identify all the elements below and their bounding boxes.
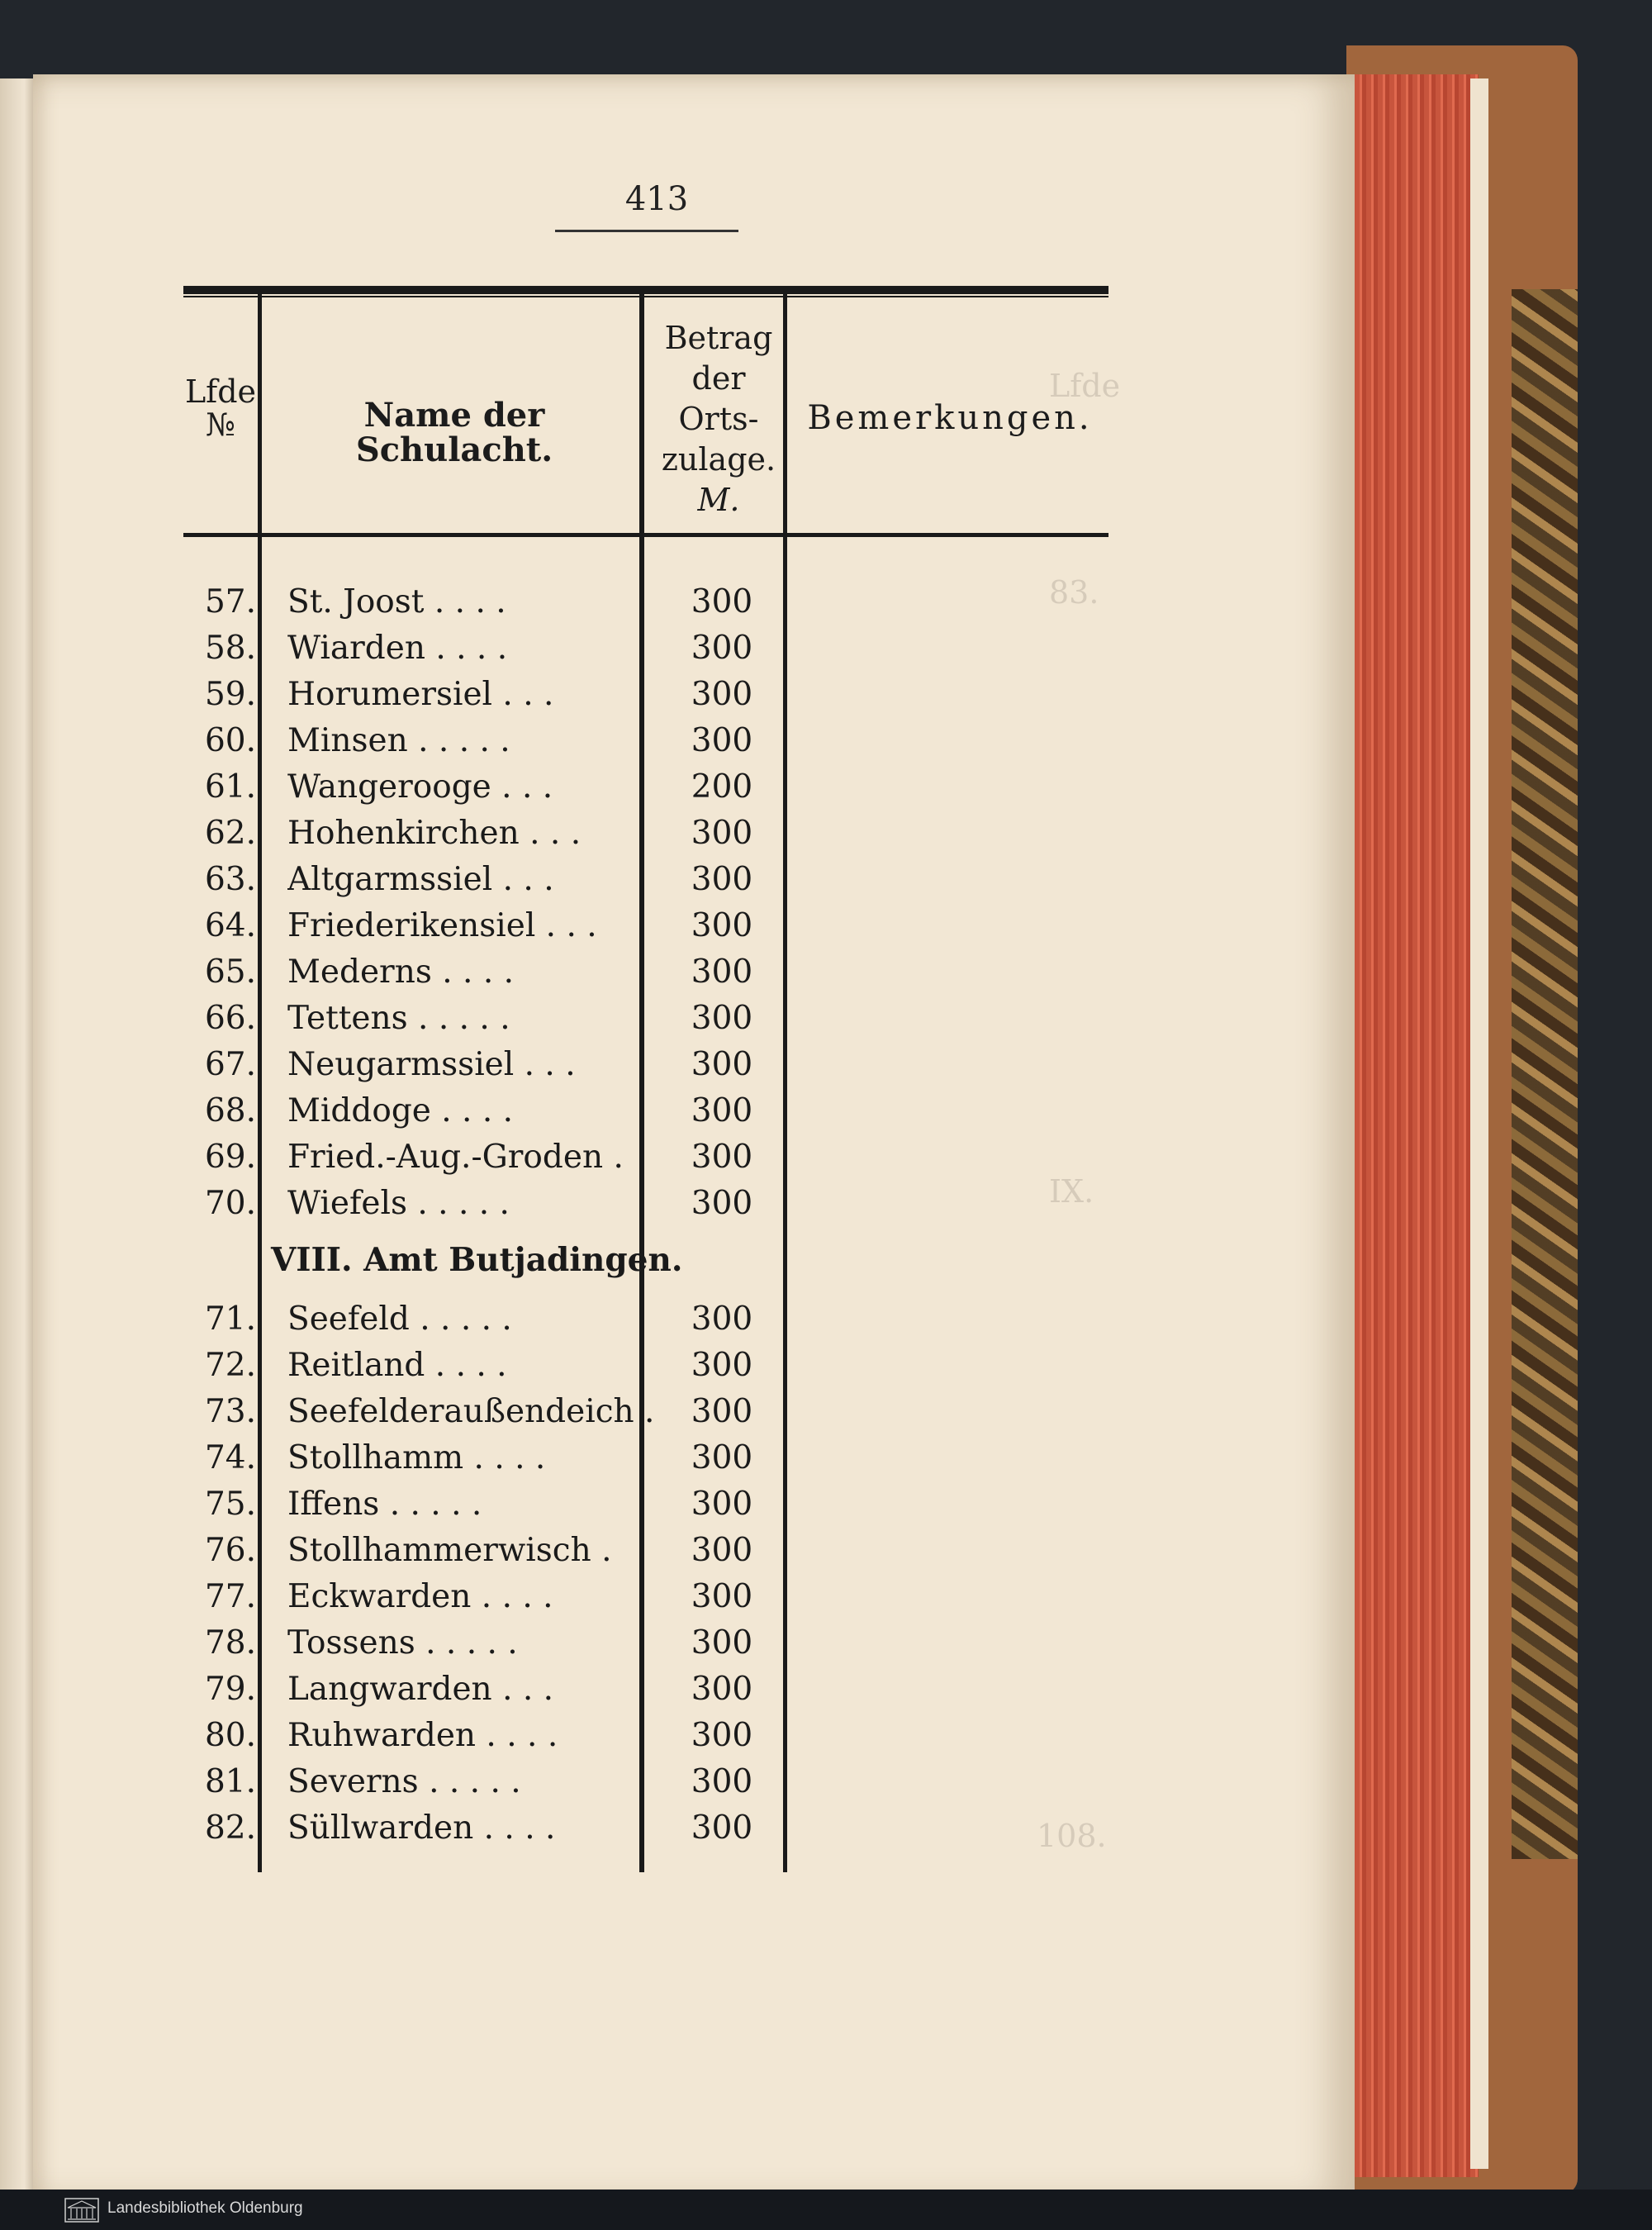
- row-value: 300: [691, 907, 753, 944]
- table-row: [183, 630, 1108, 676]
- library-name[interactable]: Landesbibliothek Oldenburg: [107, 2199, 303, 2217]
- bleed-through-text: 108.: [1037, 1818, 1107, 1854]
- row-value: 300: [691, 1717, 753, 1754]
- table-row: [183, 1671, 1108, 1717]
- row-value: 200: [691, 768, 753, 806]
- row-number: 60.: [204, 722, 256, 759]
- page-block-white: [1470, 78, 1488, 2169]
- row-value: 300: [691, 1000, 753, 1037]
- row-value: 300: [691, 1347, 753, 1384]
- row-value: 300: [691, 1046, 753, 1083]
- page-block-edge: [1355, 74, 1479, 2177]
- bleed-through-text: IX.: [1049, 1173, 1094, 1210]
- header-name: Name der Schulacht.: [355, 396, 553, 469]
- row-value: 300: [691, 1809, 753, 1847]
- row-name: Altgarmssiel . . .: [287, 861, 554, 898]
- table-row: [183, 1717, 1108, 1763]
- row-value: 300: [691, 1092, 753, 1129]
- row-name: Iffens . . . . .: [287, 1486, 482, 1523]
- table-row: [183, 953, 1108, 1000]
- header-betrag-line: zulage.: [661, 441, 776, 478]
- row-value: 300: [691, 1393, 753, 1430]
- table-row: [183, 1486, 1108, 1532]
- table-row: [183, 1046, 1108, 1092]
- row-name: Langwarden . . .: [287, 1671, 554, 1708]
- table-top-rule-thin: [183, 296, 1108, 297]
- row-number: 63.: [204, 861, 256, 898]
- row-value: 300: [691, 722, 753, 759]
- row-number: 66.: [204, 1000, 256, 1037]
- row-value: 300: [691, 1486, 753, 1523]
- row-number: 58.: [204, 630, 256, 667]
- header-bemerkungen: Bemerkungen.: [807, 399, 1093, 437]
- row-number: 57.: [204, 583, 256, 621]
- table-row: [183, 1439, 1108, 1486]
- table-header-rule: [183, 533, 1108, 537]
- row-name: Ruhwarden . . . .: [287, 1717, 558, 1754]
- row-number: 69.: [204, 1139, 256, 1176]
- row-name: Middoge . . . .: [287, 1092, 514, 1129]
- row-name: Horumersiel . . .: [287, 676, 554, 713]
- row-number: 76.: [204, 1532, 256, 1569]
- row-number: 74.: [204, 1439, 256, 1476]
- table-row: [183, 1763, 1108, 1809]
- table-row: [183, 1393, 1108, 1439]
- row-name: Tossens . . . . .: [287, 1624, 518, 1662]
- row-name: Wiefels . . . . .: [287, 1185, 510, 1222]
- row-value: 300: [691, 1671, 753, 1708]
- table-row: [183, 1578, 1108, 1624]
- row-value: 300: [691, 1763, 753, 1800]
- row-name: Hohenkirchen . . .: [287, 815, 582, 852]
- marbled-cover: [1512, 289, 1578, 1859]
- left-page-edge: [0, 78, 35, 2194]
- table-row: [183, 1347, 1108, 1393]
- row-value: 300: [691, 1439, 753, 1476]
- row-number: 67.: [204, 1046, 256, 1083]
- row-number: 79.: [204, 1671, 256, 1708]
- row-number: 77.: [204, 1578, 256, 1615]
- row-name: St. Joost . . . .: [287, 583, 506, 621]
- table-row: [183, 1809, 1108, 1856]
- row-number: 65.: [204, 953, 256, 991]
- row-number: 71.: [204, 1300, 256, 1338]
- row-name: Fried.-Aug.-Groden .: [287, 1139, 624, 1176]
- library-building-icon: [64, 2198, 99, 2223]
- row-name: Tettens . . . . .: [287, 1000, 510, 1037]
- row-value: 300: [691, 583, 753, 621]
- row-value: 300: [691, 953, 753, 991]
- row-value: 300: [691, 861, 753, 898]
- row-number: 73.: [204, 1393, 256, 1430]
- row-value: 300: [691, 630, 753, 667]
- row-name: Seefelderaußendeich .: [287, 1393, 655, 1430]
- row-number: 82.: [204, 1809, 256, 1847]
- table-row: [183, 907, 1108, 953]
- row-name: Severns . . . . .: [287, 1763, 521, 1800]
- row-name: Friederikensiel . . .: [287, 907, 597, 944]
- table-row: [183, 1300, 1108, 1347]
- row-value: 300: [691, 1185, 753, 1222]
- table-row: [183, 1092, 1108, 1139]
- row-name: Mederns . . . .: [287, 953, 515, 991]
- row-name: Wangerooge . . .: [287, 768, 553, 806]
- table-row: [183, 722, 1108, 768]
- row-number: 81.: [204, 1763, 256, 1800]
- row-name: Eckwarden . . . .: [287, 1578, 553, 1615]
- table-row: [183, 676, 1108, 722]
- row-name: Neugarmssiel . . .: [287, 1046, 576, 1083]
- row-name: Seefeld . . . . .: [287, 1300, 512, 1338]
- header-betrag-line: Betrag: [664, 320, 773, 356]
- table-row: [183, 815, 1108, 861]
- row-number: 61.: [204, 768, 256, 806]
- page-number: 413: [624, 180, 689, 218]
- header-betrag-unit: M.: [697, 482, 740, 518]
- header-betrag-line: der: [691, 360, 746, 397]
- row-number: 75.: [204, 1486, 256, 1523]
- header-nr: Lfde №: [184, 373, 257, 443]
- table-row: [183, 1000, 1108, 1046]
- table-row: [183, 768, 1108, 815]
- row-number: 78.: [204, 1624, 256, 1662]
- row-number: 72.: [204, 1347, 256, 1384]
- row-number: 68.: [204, 1092, 256, 1129]
- row-name: Stollhamm . . . .: [287, 1439, 546, 1476]
- table-row: [183, 1185, 1108, 1231]
- row-name: Wiarden . . . .: [287, 630, 508, 667]
- row-name: Süllwarden . . . .: [287, 1809, 556, 1847]
- bleed-through-text: 83.: [1049, 574, 1099, 611]
- row-number: 62.: [204, 815, 256, 852]
- page-number-rule: [555, 230, 738, 232]
- row-name: Minsen . . . . .: [287, 722, 510, 759]
- row-name: Stollhammerwisch .: [287, 1532, 612, 1569]
- row-value: 300: [691, 1532, 753, 1569]
- table-row: [183, 583, 1108, 630]
- row-value: 300: [691, 1139, 753, 1176]
- header-betrag-line: Orts-: [678, 401, 759, 437]
- table-row: [183, 1139, 1108, 1185]
- table-row: [183, 1624, 1108, 1671]
- table-row: [183, 1532, 1108, 1578]
- row-value: 300: [691, 1578, 753, 1615]
- row-number: 64.: [204, 907, 256, 944]
- row-value: 300: [691, 676, 753, 713]
- row-number: 80.: [204, 1717, 256, 1754]
- header-betrag: [648, 318, 789, 521]
- row-value: 300: [691, 1624, 753, 1662]
- row-name: Reitland . . . .: [287, 1347, 507, 1384]
- row-value: 300: [691, 815, 753, 852]
- table-top-rule: [183, 286, 1108, 294]
- section-heading: VIII. Amt Butjadingen.: [271, 1241, 683, 1279]
- table-row: [183, 861, 1108, 907]
- row-number: 70.: [204, 1185, 256, 1222]
- row-value: 300: [691, 1300, 753, 1338]
- row-number: 59.: [204, 676, 256, 713]
- bleed-through-text: Lfde: [1049, 368, 1121, 404]
